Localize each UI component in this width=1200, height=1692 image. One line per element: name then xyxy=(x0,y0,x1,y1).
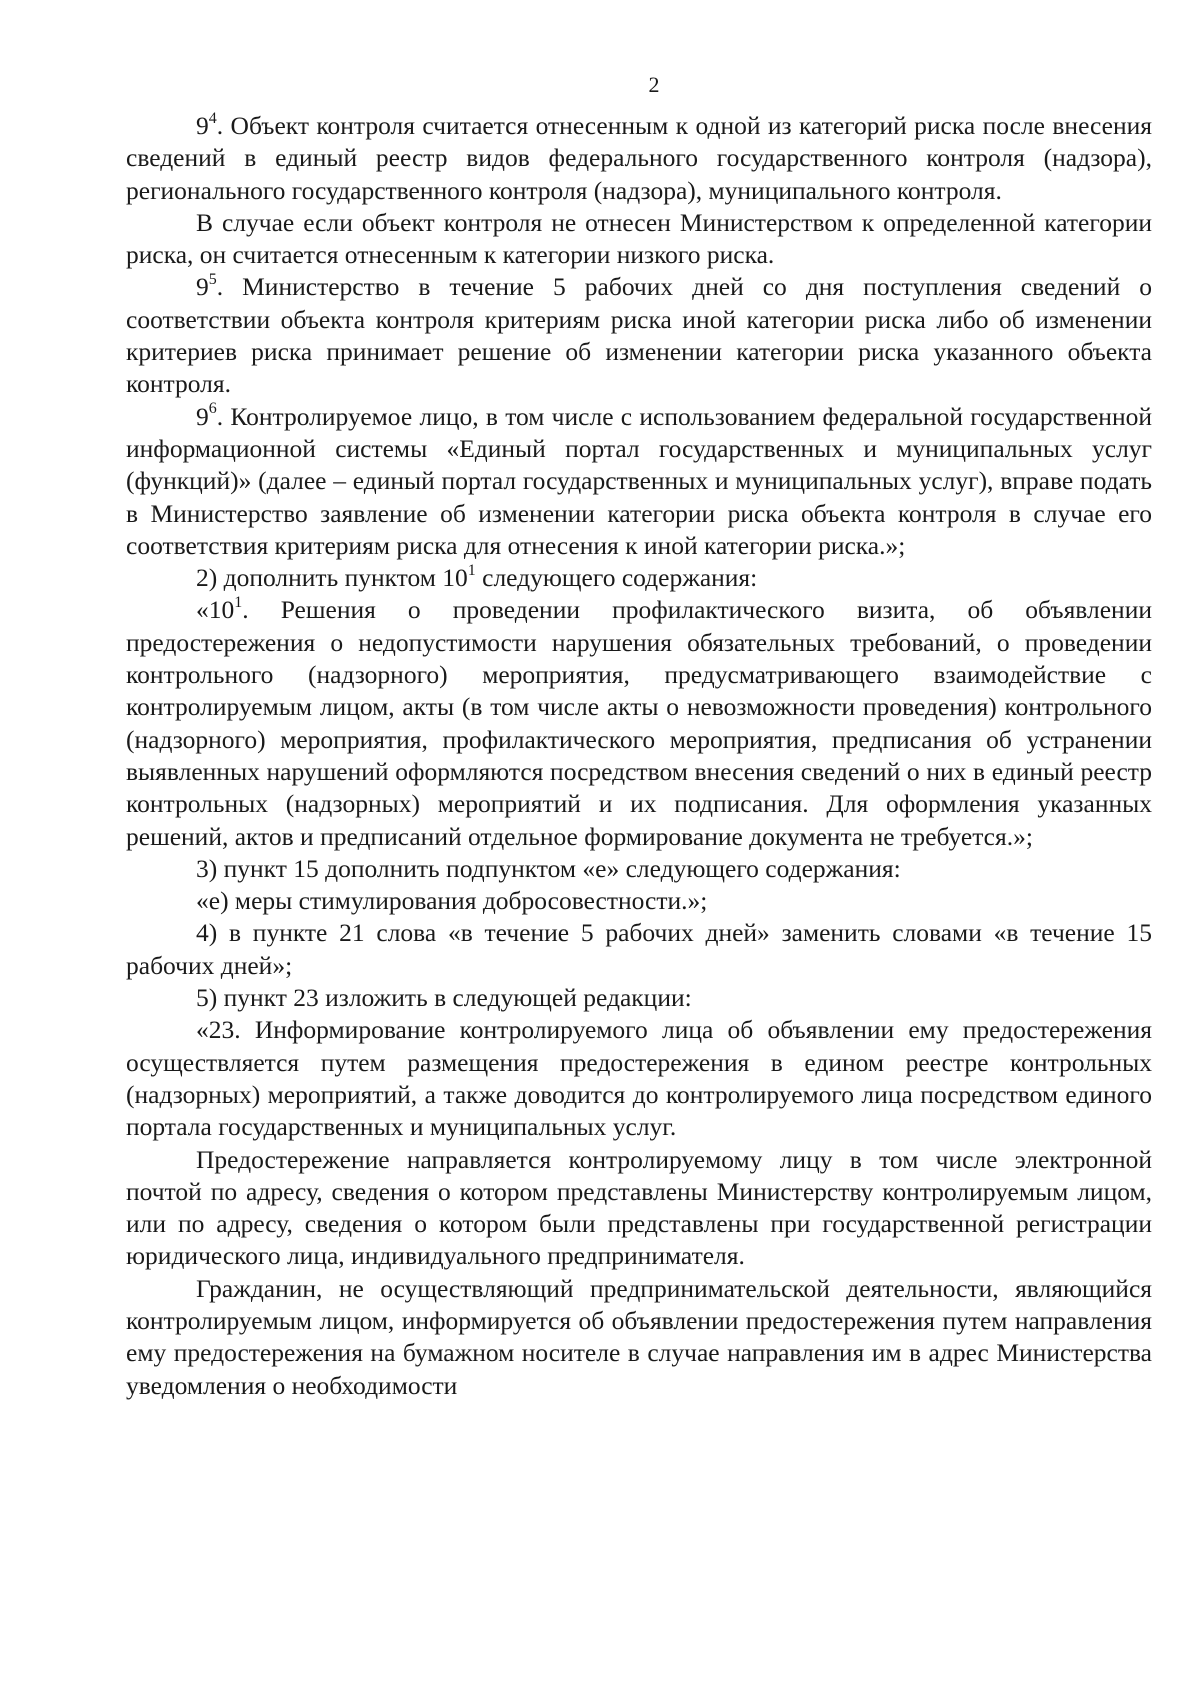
paragraph-text: . Решения о проведении профилактического визита, об объявлении предостережения о недопустимости нарушения обязательных требований, о проведении контрольного (надзорного) мероприятия, предусматривающего взаимодействие с контролируемым лицом, акты (в том числе акты о невозможности проведения) контрольного (надзорного) мероприятия, профилактического мероприятия, предписания об устранении выявленных нарушений оформляются посредством внесения сведений о них в единый реестр контрольных (надзорных) мероприятий и их подписания. Для оформления указанных решений, актов и предписаний отдельное формирование документа не требуется.»; xyxy=(126,595,1152,851)
paragraph-text: следующего содержания: xyxy=(475,563,758,593)
paragraph-number: «10 xyxy=(196,595,235,625)
page-number: 2 xyxy=(648,72,660,97)
paragraph-9-4 xyxy=(126,110,1152,207)
superscript: 6 xyxy=(208,400,217,418)
paragraph-text: . Объект контроля считается отнесенным к одной из категорий риска после внесения сведений в единый реестр видов федерального государственного контроля (надзора), регионального государственного контроля (надзора), муниципального контроля. xyxy=(126,111,1152,205)
paragraph-item-5: 5) пункт 23 изложить в следующей редакции: xyxy=(196,983,692,1013)
paragraph-9-5 xyxy=(126,271,1152,400)
superscript: 5 xyxy=(208,270,217,288)
paragraph-number: 9 xyxy=(196,272,209,302)
paragraph-warning-email: Предостережение направляется контролируемому лицу в том числе электронной почтой по адресу, сведения о котором представлены Министерству контролируемым лицом, или по адресу, сведения о котором были представлены при государственной регистрации юридического лица, индивидуального предпринимателя. xyxy=(126,1144,1152,1271)
paragraph-low-risk: В случае если объект контроля не отнесен Министерством к определенной категории риска, он считается отнесенным к категории низкого риска. xyxy=(126,207,1152,270)
superscript: 1 xyxy=(234,593,243,611)
paragraph-number: 9 xyxy=(196,111,209,140)
paragraph-item-4: 4) в пункте 21 слова «в течение 5 рабочих дней» заменить словами «в течение 15 рабочих дней»; xyxy=(126,918,1152,980)
paragraph-citizen: Гражданин, не осуществляющий предпринимательской деятельности, являющийся контролируемым лицом, информируется об объявлении предостережения путем направления ему предостережения на бумажном носителе в случае направления им в адрес Министерства уведомления о необходимости xyxy=(126,1273,1152,1400)
paragraph-item-2 xyxy=(126,562,1152,594)
paragraph-number: 9 xyxy=(196,401,209,431)
paragraph-9-6 xyxy=(126,401,1152,562)
paragraph-number: 2) дополнить пунктом 10 xyxy=(196,563,468,593)
paragraph-23: «23. Информирование контролируемого лица об объявлении ему предостережения осуществляется путем размещения предостережения в едином реестре контрольных (надзорных) мероприятий, а также доводится до контролируемого лица посредством единого портала государственных и муниципальных услуг. xyxy=(126,1015,1152,1142)
superscript: 1 xyxy=(467,561,476,579)
paragraph-10-1 xyxy=(126,594,1152,852)
paragraph-text: . Контролируемое лицо, в том числе с использованием федеральной государственной информационной системы «Единый портал государственных и муниципальных услуг (функций)» (далее – единый портал государственных и муниципальных услуг), вправе подать в Министерство заявление об изменении категории риска объекта контроля в случае его соответствия критериям риска для отнесения к иной категории риска.»; xyxy=(126,401,1152,560)
paragraph-text: . Министерство в течение 5 рабочих дней со дня поступления сведений о соответствии объекта контроля критериям риска иной категории риска либо об изменении критериев риска принимает решение об изменении категории риска указанного объекта контроля. xyxy=(126,272,1152,399)
superscript: 4 xyxy=(208,109,217,127)
paragraph-item-e: «е) меры стимулирования добросовестности.»; xyxy=(196,886,708,916)
paragraph-item-3: 3) пункт 15 дополнить подпунктом «е» следующего содержания: xyxy=(196,853,901,883)
